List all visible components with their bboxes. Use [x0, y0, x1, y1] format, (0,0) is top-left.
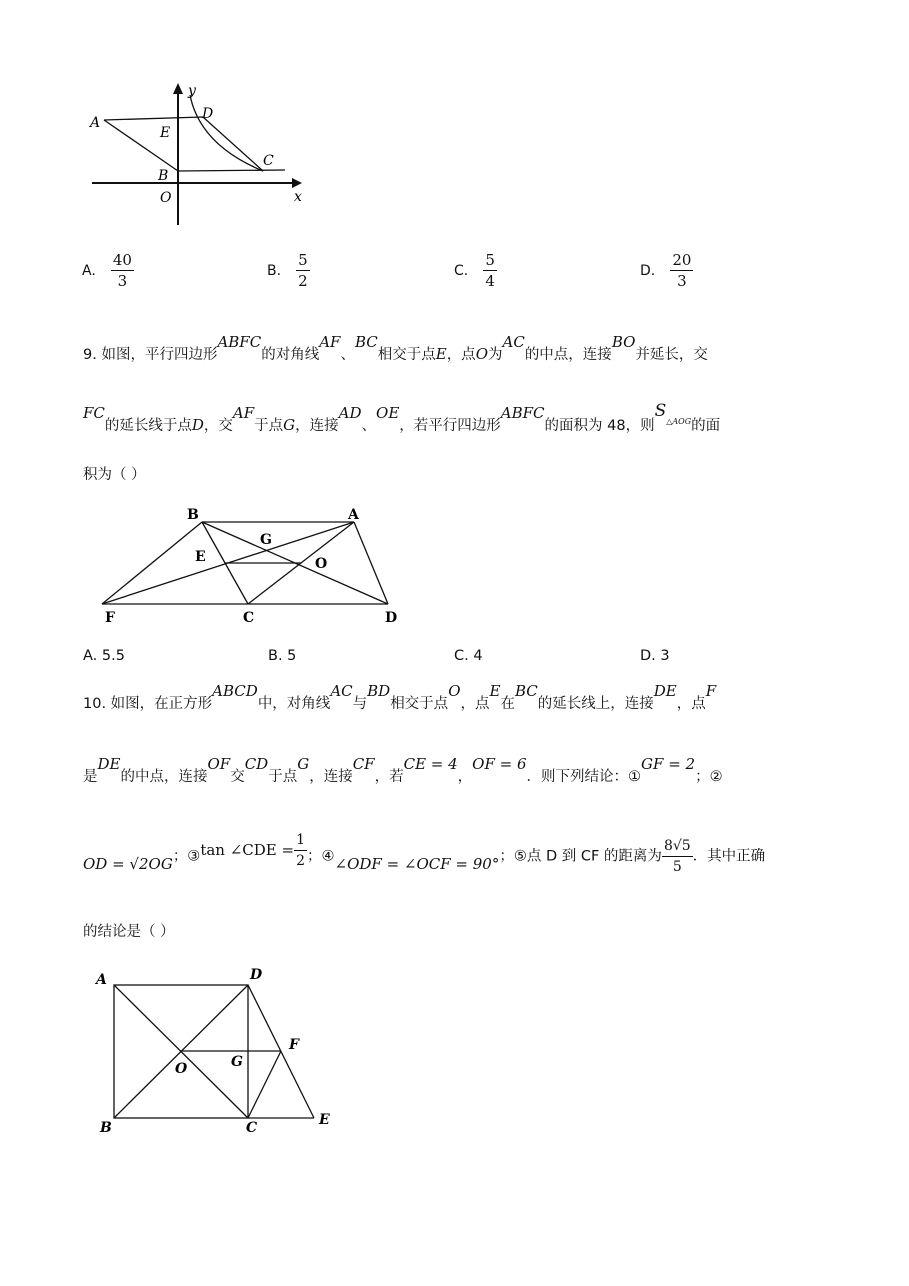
label-A: A [90, 115, 101, 131]
q9-option-c[interactable]: C. 4 [454, 648, 483, 664]
q8-option-c[interactable]: C. $\frac{5}{4}$ [454, 251, 495, 290]
label-G: G [260, 532, 272, 548]
q10-distance-fraction: $\frac{8√5}{5}$ [663, 838, 691, 875]
x-axis-arrow-icon [292, 178, 302, 188]
hyperbola-curve [190, 95, 263, 171]
q9-line-3: 积为（ ） [83, 467, 146, 483]
label-G: G [231, 1054, 243, 1070]
q8-option-c-fraction: $\frac{5}{4}$ [485, 251, 495, 290]
label-F: F [289, 1037, 299, 1053]
q8-option-a[interactable]: A. $\frac{40}{3}$ [82, 251, 132, 290]
label-A: A [348, 507, 359, 523]
label-F: F [105, 610, 115, 626]
q8-option-a-fraction: $\frac{40}{3}$ [112, 251, 132, 290]
q8-option-b-fraction: $\frac{5}{2}$ [298, 251, 308, 290]
q10-line-4: 的结论是（ ） [83, 924, 175, 940]
label-A: A [96, 972, 107, 988]
label-B: B [187, 507, 199, 523]
label-O: O [175, 1061, 188, 1077]
q8-option-b[interactable]: B. $\frac{5}{2}$ [267, 251, 308, 290]
label-E: E [319, 1112, 330, 1128]
label-B: B [100, 1120, 112, 1136]
q10-line-3: OD = √2OG；③tan ∠CDE = $\frac{1}{2}$ ；④∠ODF = ∠OCF = 90°；⑤点 D 到 CF 的距离为 $\frac{8√5}{5}$ ．其中正确 [83, 832, 766, 875]
label-B: B [158, 168, 169, 184]
q9-line-2: FC的延长线于点D，交AF于点G，连接AD、OE，若平行四边形ABFC的面积为 48，则$S^{\triangle AOG}$的面 [83, 401, 721, 434]
q10-figure [90, 962, 350, 1140]
label-O: O [160, 190, 172, 206]
label-C: C [246, 1120, 258, 1136]
q9-line-1: 9. 如图，平行四边形ABFC的对角线AF、BC相交于点E，点O为AC的中点，连接BO并延长，交 [83, 333, 708, 363]
label-x: x [294, 189, 302, 205]
label-y: y [188, 83, 196, 99]
q9-option-b[interactable]: B. 5 [268, 648, 297, 664]
q8-option-d-fraction: $\frac{20}{3}$ [672, 251, 692, 290]
label-D: D [202, 106, 214, 122]
label-O: O [315, 556, 328, 572]
q9-option-d[interactable]: D. 3 [640, 648, 670, 664]
q8-option-d[interactable]: D. $\frac{20}{3}$ [640, 251, 692, 290]
q9-option-a[interactable]: A. 5.5 [83, 648, 125, 664]
q10-line-1: 10. 如图，在正方形ABCD中，对角线AC与BD相交于点O，点E在BC的延长线上，连接DE，点F [83, 682, 717, 712]
label-D: D [250, 967, 263, 983]
label-C: C [263, 153, 274, 169]
q9-figure [92, 502, 412, 630]
y-axis-arrow-icon [173, 83, 183, 94]
label-C: C [243, 610, 255, 626]
q10-tan-fraction: $\frac{1}{2}$ [296, 832, 305, 869]
label-E: E [195, 549, 206, 565]
label-E: E [160, 125, 171, 141]
q8-figure [80, 75, 320, 235]
q10-line-2: 是DE的中点，连接OF交CD于点G，连接CF，若CE = 4，OF = 6．则下列结论：①GF = 2；② [83, 755, 723, 785]
label-D: D [385, 610, 398, 626]
